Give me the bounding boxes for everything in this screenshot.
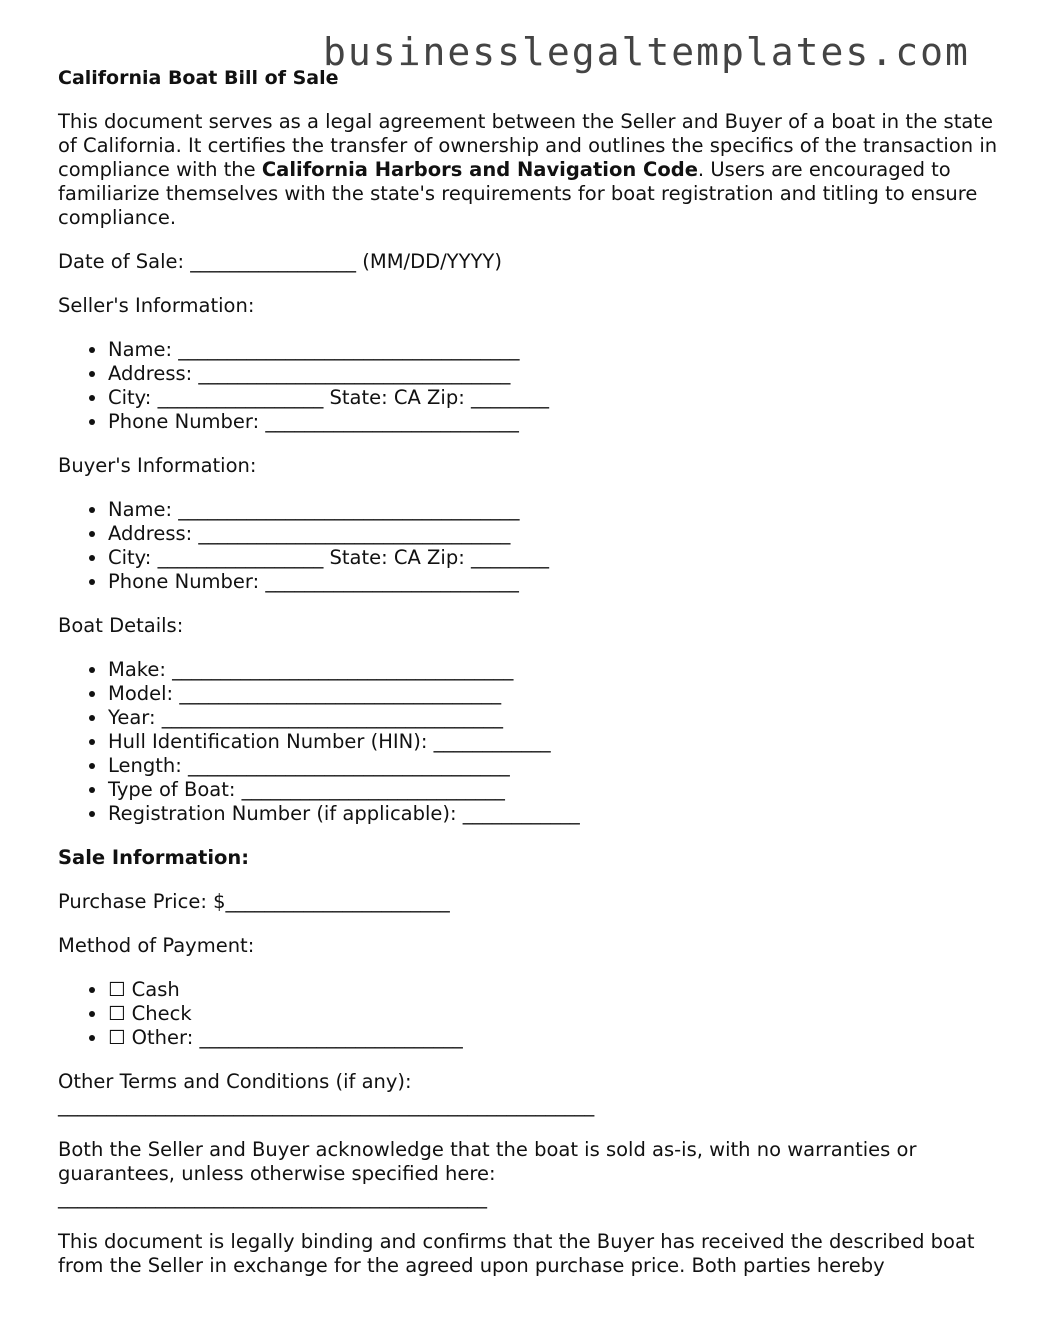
- watermark: businesslegaltemplates.com: [323, 30, 970, 74]
- intro-code-name: California Harbors and Navigation Code: [261, 158, 698, 181]
- acknowledge-line-field[interactable]: ____________________________________________: [58, 1186, 487, 1209]
- intro-text-2: . Users are encouraged to familiarize themselves with the state's requirements for boat registration and titling to ensure compliance.: [58, 158, 978, 229]
- intro-text-1: This document serves as a legal agreement between the Seller and Buyer of a boat in the state of California. It certifies the transfer of ownership and outlines the specifics of the transaction in compliance with the: [58, 110, 998, 181]
- boat-make-field[interactable]: • Make: ___________________________________: [108, 658, 998, 682]
- date-of-sale-field[interactable]: Date of Sale: _________________ (MM/DD/YYYY): [58, 250, 502, 273]
- boat-hin-field[interactable]: • Hull Identification Number (HIN): ____________: [108, 730, 998, 754]
- boat-details-list: [58, 658, 998, 826]
- boat-model-field[interactable]: • Model: _________________________________: [108, 682, 998, 706]
- payment-method-heading: Method of Payment:: [58, 934, 255, 957]
- seller-phone-field[interactable]: • Phone Number: __________________________: [108, 410, 998, 434]
- binding-paragraph: This document is legally binding and confirms that the Buyer has received the described boat from the Seller in exchange for the agreed upon purchase price. Both parties hereby: [58, 1230, 975, 1277]
- sale-information-heading: Sale Information:: [58, 846, 250, 869]
- boat-registration-field[interactable]: • Registration Number (if applicable): ____________: [108, 802, 998, 826]
- buyer-list: [58, 498, 998, 594]
- boat-details-heading: Boat Details:: [58, 614, 184, 637]
- payment-cash-checkbox[interactable]: • ☐ Cash: [108, 978, 998, 1002]
- buyer-city-state-zip-field[interactable]: • City: _________________ State: CA Zip: ________: [108, 546, 998, 570]
- document-title: California Boat Bill of Sale: [58, 67, 339, 89]
- boat-type-field[interactable]: • Type of Boat: ___________________________: [108, 778, 998, 802]
- terms-line-field[interactable]: _______________________________________________________: [58, 1094, 595, 1117]
- document-body: [58, 66, 998, 1298]
- seller-heading: Seller's Information:: [58, 294, 255, 317]
- payment-method-list: [58, 978, 998, 1050]
- seller-name-field[interactable]: • Name: ___________________________________: [108, 338, 998, 362]
- seller-address-field[interactable]: • Address: ________________________________: [108, 362, 998, 386]
- payment-other-checkbox[interactable]: • ☐ Other: ___________________________: [108, 1026, 998, 1050]
- terms-heading: Other Terms and Conditions (if any):: [58, 1070, 412, 1093]
- buyer-address-field[interactable]: • Address: ________________________________: [108, 522, 998, 546]
- intro-paragraph: [58, 110, 998, 230]
- seller-city-state-zip-field[interactable]: • City: _________________ State: CA Zip: ________: [108, 386, 998, 410]
- buyer-phone-field[interactable]: • Phone Number: __________________________: [108, 570, 998, 594]
- acknowledge-text: Both the Seller and Buyer acknowledge that the boat is sold as-is, with no warranties or guarantees, unless otherwise specified here:: [58, 1138, 917, 1185]
- terms-paragraph: [58, 1070, 998, 1118]
- boat-length-field[interactable]: • Length: _________________________________: [108, 754, 998, 778]
- acknowledge-paragraph: [58, 1138, 998, 1210]
- boat-year-field[interactable]: • Year: ___________________________________: [108, 706, 998, 730]
- payment-check-checkbox[interactable]: • ☐ Check: [108, 1002, 998, 1026]
- seller-list: [58, 338, 998, 434]
- buyer-heading: Buyer's Information:: [58, 454, 257, 477]
- buyer-name-field[interactable]: • Name: ___________________________________: [108, 498, 998, 522]
- purchase-price-field[interactable]: Purchase Price: $_______________________: [58, 890, 450, 913]
